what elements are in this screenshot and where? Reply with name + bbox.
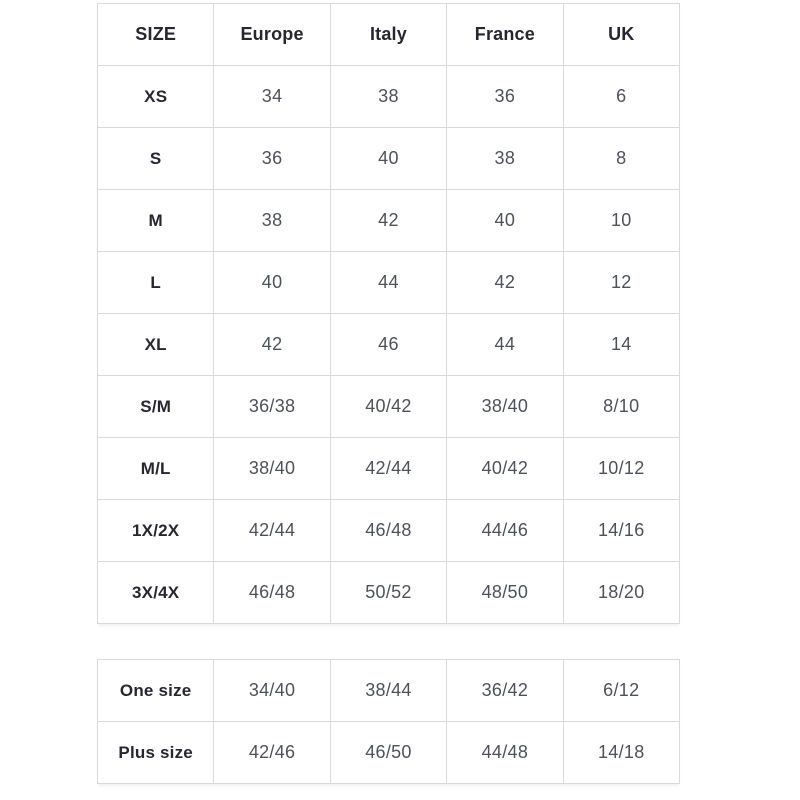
header-cell-europe: Europe xyxy=(214,4,330,66)
size-label-cell: S/M xyxy=(98,376,214,438)
value-cell: 38 xyxy=(447,128,563,190)
value-cell: 44 xyxy=(447,314,563,376)
header-cell-size: SIZE xyxy=(98,4,214,66)
size-label-cell: XL xyxy=(98,314,214,376)
size-label-cell: 1X/2X xyxy=(98,500,214,562)
value-cell: 36 xyxy=(447,66,563,128)
value-cell: 40 xyxy=(330,128,446,190)
value-cell: 46 xyxy=(330,314,446,376)
value-cell: 38 xyxy=(330,66,446,128)
value-cell: 46/48 xyxy=(214,562,330,624)
value-cell: 34/40 xyxy=(214,660,330,722)
size-label-cell: One size xyxy=(98,660,214,722)
value-cell: 42 xyxy=(214,314,330,376)
table-row xyxy=(98,500,680,562)
size-label-cell: M xyxy=(98,190,214,252)
table-row xyxy=(98,438,680,500)
value-cell: 44 xyxy=(330,252,446,314)
size-label-cell: S xyxy=(98,128,214,190)
value-cell: 8 xyxy=(563,128,679,190)
value-cell: 42/44 xyxy=(330,438,446,500)
header-cell-uk: UK xyxy=(563,4,679,66)
size-chart-container xyxy=(97,0,680,784)
size-conversion-table xyxy=(97,3,680,624)
value-cell: 10 xyxy=(563,190,679,252)
value-cell: 36/42 xyxy=(447,660,563,722)
table-row xyxy=(98,660,680,722)
value-cell: 34 xyxy=(214,66,330,128)
value-cell: 38/44 xyxy=(330,660,446,722)
value-cell: 42/46 xyxy=(214,722,330,784)
value-cell: 36/38 xyxy=(214,376,330,438)
value-cell: 46/50 xyxy=(330,722,446,784)
table-header-row xyxy=(98,4,680,66)
value-cell: 14 xyxy=(563,314,679,376)
value-cell: 40 xyxy=(447,190,563,252)
value-cell: 40/42 xyxy=(330,376,446,438)
table-row xyxy=(98,562,680,624)
table-row xyxy=(98,190,680,252)
table-row xyxy=(98,722,680,784)
value-cell: 44/46 xyxy=(447,500,563,562)
value-cell: 14/16 xyxy=(563,500,679,562)
table-row xyxy=(98,252,680,314)
value-cell: 50/52 xyxy=(330,562,446,624)
value-cell: 42 xyxy=(330,190,446,252)
value-cell: 8/10 xyxy=(563,376,679,438)
value-cell: 40 xyxy=(214,252,330,314)
value-cell: 10/12 xyxy=(563,438,679,500)
size-label-cell: M/L xyxy=(98,438,214,500)
header-cell-italy: Italy xyxy=(330,4,446,66)
value-cell: 42/44 xyxy=(214,500,330,562)
value-cell: 12 xyxy=(563,252,679,314)
value-cell: 38/40 xyxy=(447,376,563,438)
value-cell: 6 xyxy=(563,66,679,128)
size-label-cell: L xyxy=(98,252,214,314)
size-label-cell: 3X/4X xyxy=(98,562,214,624)
value-cell: 48/50 xyxy=(447,562,563,624)
value-cell: 46/48 xyxy=(330,500,446,562)
value-cell: 6/12 xyxy=(563,660,679,722)
size-label-cell: Plus size xyxy=(98,722,214,784)
value-cell: 40/42 xyxy=(447,438,563,500)
table-row xyxy=(98,66,680,128)
value-cell: 14/18 xyxy=(563,722,679,784)
table-row xyxy=(98,376,680,438)
value-cell: 44/48 xyxy=(447,722,563,784)
value-cell: 36 xyxy=(214,128,330,190)
value-cell: 38 xyxy=(214,190,330,252)
value-cell: 42 xyxy=(447,252,563,314)
value-cell: 38/40 xyxy=(214,438,330,500)
special-sizes-table xyxy=(97,659,680,784)
size-label-cell: XS xyxy=(98,66,214,128)
table-row xyxy=(98,314,680,376)
header-cell-france: France xyxy=(447,4,563,66)
table-row xyxy=(98,128,680,190)
value-cell: 18/20 xyxy=(563,562,679,624)
